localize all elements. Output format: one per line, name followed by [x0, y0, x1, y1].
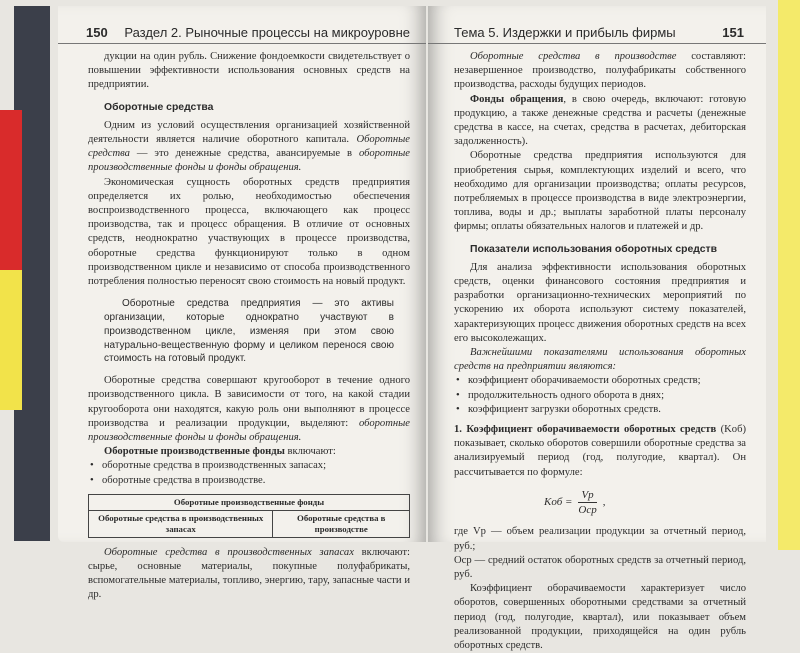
- list-item: • коэффициент оборачиваемости оборотных средств;: [454, 374, 746, 388]
- paragraph-usage: Оборотные средства предприятия используются для приобретения сырья, комплектующих изделий и всего, что необходимо для организации производства; оплаты ресурсов, потребляемых в процессе производства в виде электроэнергии, топлива, воды и др.; выплаты заработной платы персоналу фирмы; оплаты обязательных налогов и платежей и др.: [454, 150, 746, 233]
- where-line-2: Оср — средний остаток оборотных средств за отчетный период, руб.: [454, 554, 746, 580]
- numbered-item-turnover: 1. Коэффициент оборачиваемости оборотных средств (Kоб) показывает, сколько оборотов совершили оборотные средства за анализируемый период (год, полугодие, квартал). Он рассчитывается по формуле:: [454, 424, 747, 478]
- left-page-number: 150: [86, 25, 108, 40]
- right-page-number: 151: [722, 25, 744, 40]
- paragraph-inventories: Оборотные средства в производственных запасах включают: сырье, основные материалы, покупные полуфабрикаты, вспомогательные материалы, топливо, энергию, тару, запасные части и др.: [88, 546, 410, 601]
- paragraph-turnover-meaning: Коэффициент оборачиваемости характеризует число оборотов, совершенных оборотными средствами за отчетный период (год, полугодие, квартал), или показывает объем реализованной продукции, приходящейся на один рубль оборотных средств.: [454, 583, 746, 651]
- right-running-title: Тема 5. Издержки и прибыль фирмы: [454, 25, 676, 40]
- formula-denominator: Оср: [578, 504, 597, 517]
- paragraph-key-indicators: Важнейшими показателями использования оборотных средств на предприятии являются:: [454, 347, 746, 373]
- left-running-header: [58, 18, 426, 44]
- list-item: • оборотные средства в производственных запасах;: [88, 459, 410, 473]
- table-header: Оборотные производственные фонды: [89, 494, 410, 510]
- paragraph-analysis: Для анализа эффективности использования оборотных средств, оценки финансового состояния предприятия и разработки организационно-технических мероприятий по ускорению их оборота используют систему показателей, характеризующих процесс движения оборотных средств на всех его высоколежащих.: [454, 261, 746, 344]
- paragraph-in-production: Оборотные средства в производстве составляют: незавершенное производство, полуфабрикаты собственного производства, расходы будущих периодов.: [454, 51, 746, 91]
- background-yellow-strip-left: [0, 270, 22, 410]
- left-page: [58, 6, 426, 601]
- list-item: • продолжительность одного оборота в днях;: [454, 389, 746, 403]
- formula-lhs: Kоб =: [544, 496, 573, 509]
- section-heading-indicators: Показатели использования оборотных средств: [470, 243, 717, 255]
- paragraph-circulation: Оборотные средства совершают кругооборот в течение одного производственного цикла. В зависимости от того, на какой стадии кругооборота они находятся, какую роль они выполняют в процессе производства и реализации продукции, выделяют: оборотные производственные фонды и фонды обращения.: [88, 375, 410, 444]
- paragraph-economic-essence: Экономическая сущность оборотных средств предприятия определяется их ролью, необходимостью обеспечения воспроизводственного процесса, включающего как процесс производства, так и процесс обращения. В отличие от основных средств, неоднократно участвующих в процессе производства, оборотные средства функционируют только в одном производственном цикле и независимо от способа производственного потребления полностью переносят свою стоимость на новый продукт.: [88, 176, 410, 288]
- left-page-body: [88, 50, 410, 603]
- formula-fraction: [578, 488, 596, 517]
- table-cell: Оборотные средства в производстве: [273, 510, 410, 537]
- definition-box: Оборотные средства предприятия — это активы организации, которые однократно участвуют в производственном цикле, изменяя при этом свою натурально-вещественную форму и целиком перенося свою стоимость на готовый продукт.: [104, 298, 394, 365]
- where-line-1: где Vр — объем реализации продукции за отчетный период, руб.;: [454, 526, 746, 552]
- paragraph-production-funds: Оборотные производственные фонды включают:: [104, 446, 336, 458]
- section-heading-working-capital: Оборотные средства: [104, 101, 214, 113]
- background-yellow-strip-right: [778, 0, 800, 550]
- production-funds-table: [88, 494, 410, 538]
- list-item: • коэффициент загрузки оборотных средств.: [454, 403, 746, 417]
- table-cell: Оборотные средства в производственных запасах: [89, 510, 273, 537]
- list-item: • оборотные средства в производстве.: [88, 474, 410, 488]
- paragraph-working-capital-def: Одним из условий осуществления организацией хозяйственной деятельности является наличие оборотного капитала. Оборотные средства — это денежные средства, авансируемые в оборотные производственные фонды и фонды обращения.: [88, 119, 410, 174]
- book-spread: [40, 6, 780, 651]
- production-funds-list: [88, 459, 410, 487]
- right-page-body: [454, 50, 746, 653]
- indicators-list: [454, 374, 746, 417]
- formula-numerator: Vр: [578, 488, 596, 503]
- intro-paragraph: дукции на один рубль. Снижение фондоемкости свидетельствует о повышении эффективности использования основных средств на предприятии.: [88, 51, 410, 91]
- background-red-strip: [0, 110, 22, 270]
- right-running-header: [428, 18, 766, 44]
- left-running-title: Раздел 2. Рыночные процессы на микроуровне: [124, 25, 410, 40]
- formula-tail: ,: [602, 496, 606, 509]
- paragraph-circulation-funds: Фонды обращения, в свою очередь, включают: готовую продукцию, а также денежные средства и расчеты (денежные средства в кассе, на счетах, средства в расчетах, дебиторская задолженность).: [454, 93, 746, 148]
- turnover-formula: [544, 488, 746, 517]
- right-page: [428, 6, 766, 651]
